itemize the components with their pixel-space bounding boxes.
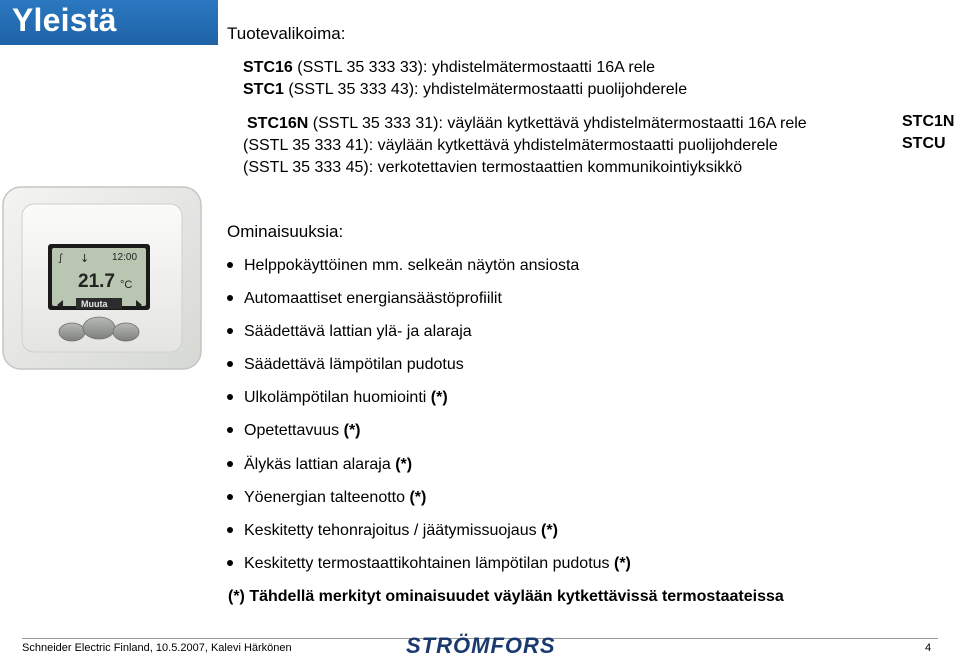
thermostat-device-image xyxy=(0,184,206,374)
feature-mark: (*) xyxy=(541,521,558,539)
bullet-icon xyxy=(227,427,233,433)
list-item xyxy=(222,384,631,417)
brand-logo: STRÖMFORS xyxy=(406,633,556,658)
feature-text: Ulkolämpötilan huomiointi xyxy=(244,389,431,407)
bullet-icon xyxy=(227,394,233,400)
product-desc: (SSTL 35 333 41): väylään kytkettävä yhdistelmätermostaatti puolijohderele xyxy=(243,137,778,154)
features-list xyxy=(222,252,631,583)
device-button-right xyxy=(113,323,139,341)
product-line xyxy=(243,57,655,79)
product-desc: (SSTL 35 333 45): verkotettavien termostaattien kommunikointiyksikkö xyxy=(243,159,743,176)
list-item xyxy=(222,351,631,384)
screen-temperature: 21.7 xyxy=(78,271,115,292)
list-item xyxy=(222,318,631,351)
feature-text: Automaattiset energiansäästöprofiilit xyxy=(244,290,502,308)
heat-symbol-icon: ∫ xyxy=(58,253,64,264)
product-line xyxy=(247,113,807,135)
product-line xyxy=(243,157,742,179)
feature-text: Yöenergian talteenotto xyxy=(244,488,410,506)
features-label: Ominaisuuksia: xyxy=(227,222,344,241)
screen-time: 12:00 xyxy=(112,252,138,263)
feature-text: Keskitetty termostaattikohtainen lämpötilan pudotus xyxy=(244,554,614,572)
feature-text: Keskitetty tehonrajoitus / jäätymissuojaus xyxy=(244,521,542,539)
bullet-icon xyxy=(227,295,233,301)
product-desc: (SSTL 35 333 31): väylään kytkettävä yhdistelmätermostaatti 16A rele xyxy=(308,115,807,132)
product-code: STC16N xyxy=(247,115,309,132)
device-button-center xyxy=(83,317,115,339)
feature-mark: (*) xyxy=(430,389,448,407)
product-code: STC16 xyxy=(243,59,293,76)
feature-mark: (*) xyxy=(613,554,631,572)
footnote: (*) Tähdellä merkityt ominaisuudet väylään kytkettävissä termostaateissa xyxy=(228,588,784,605)
page-number: 4 xyxy=(925,642,932,654)
product-desc: (SSTL 35 333 33): yhdistelmätermostaatti 16A rele xyxy=(292,59,656,76)
feature-text: Älykäs lattian alaraja xyxy=(244,455,396,473)
bullet-icon xyxy=(227,494,233,500)
side-product-codes xyxy=(902,111,954,155)
side-code: STCU xyxy=(902,135,946,152)
feature-text: Säädettävä lämpötilan pudotus xyxy=(244,356,464,374)
product-code: STC1 xyxy=(243,81,284,98)
bullet-icon xyxy=(227,527,233,533)
screen-unit: °C xyxy=(120,279,133,291)
list-item xyxy=(222,451,631,484)
product-range-label: Tuotevalikoima: xyxy=(227,24,346,43)
list-item xyxy=(222,484,631,517)
list-item xyxy=(222,517,631,550)
device-button-left xyxy=(59,323,85,341)
list-item xyxy=(222,252,631,285)
slide-title: Yleistä xyxy=(12,2,117,38)
feature-mark: (*) xyxy=(395,455,413,473)
feature-mark: (*) xyxy=(343,422,361,440)
product-desc: (SSTL 35 333 43): yhdistelmätermostaatti puolijohderele xyxy=(283,81,688,98)
bullet-icon xyxy=(227,328,233,334)
feature-text: Opetettavuus xyxy=(244,422,344,440)
side-code: STC1N xyxy=(902,113,955,130)
bullet-icon xyxy=(227,560,233,566)
bullet-icon xyxy=(227,262,233,268)
footer-credit: Schneider Electric Finland, 10.5.2007, Kalevi Härkönen xyxy=(22,642,292,654)
product-line xyxy=(243,79,687,101)
screen-mode: Muuta xyxy=(81,299,108,309)
product-line xyxy=(243,135,778,157)
arrow-down-icon: ↓ xyxy=(80,252,90,265)
bullet-icon xyxy=(227,461,233,467)
bullet-icon xyxy=(227,361,233,367)
feature-mark: (*) xyxy=(409,488,427,506)
feature-text: Säädettävä lattian ylä- ja alaraja xyxy=(244,323,472,341)
list-item xyxy=(222,285,631,318)
list-item xyxy=(222,550,631,583)
feature-text: Helppokäyttöinen mm. selkeän näytön ansiosta xyxy=(244,257,580,274)
list-item xyxy=(222,417,631,450)
